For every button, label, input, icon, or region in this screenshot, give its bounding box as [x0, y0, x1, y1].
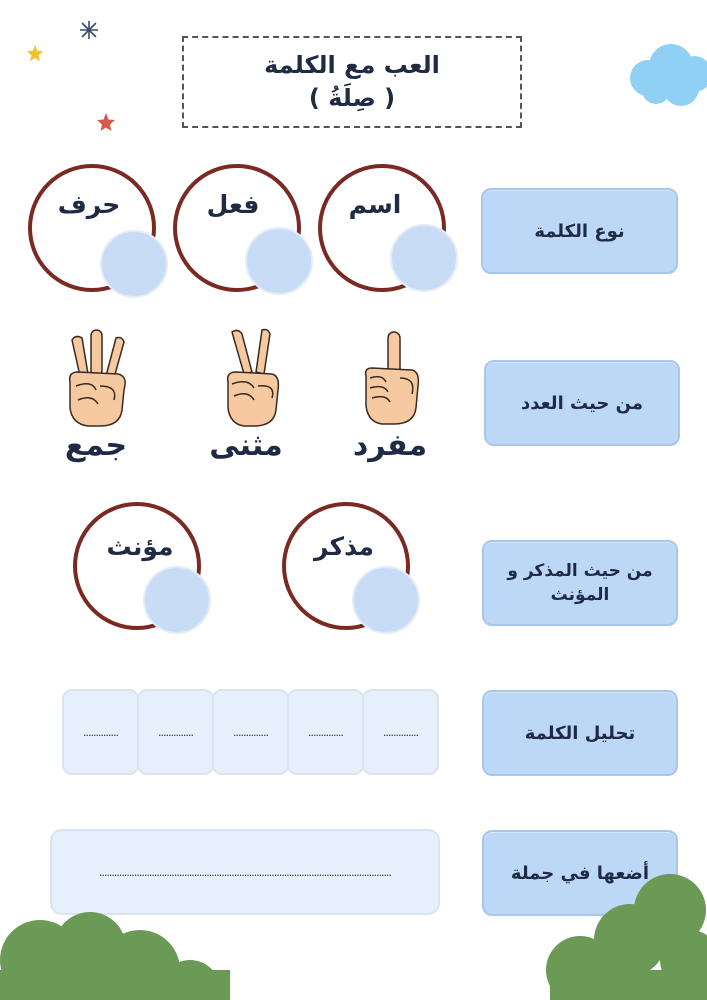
- analysis-letter-field[interactable]: ..............: [212, 689, 289, 775]
- title-box: [182, 36, 522, 128]
- star-icon: [79, 20, 99, 40]
- label-number-text: من حيث العدد: [521, 392, 643, 414]
- option-singular-label[interactable]: مفرد: [352, 428, 428, 463]
- label-analysis: [482, 690, 678, 776]
- option-noun-label: اسم: [348, 190, 402, 219]
- cloud-icon: [626, 40, 707, 110]
- analysis-letter-field[interactable]: ..............: [62, 689, 139, 775]
- option-particle-checkbox[interactable]: [100, 230, 168, 298]
- option-plural-label[interactable]: جمع: [64, 428, 128, 463]
- option-masculine-label: مذكر: [313, 532, 374, 561]
- label-gender-text: من حيث المذكر و المؤنث: [507, 561, 653, 605]
- option-feminine-label: مؤنث: [106, 532, 174, 561]
- label-number: [484, 360, 680, 446]
- option-dual-label[interactable]: مثنى: [209, 428, 283, 463]
- page-title: العب مع الكلمة: [264, 51, 440, 79]
- hill-icon: [520, 870, 707, 1000]
- star-icon: [96, 112, 116, 132]
- label-sentence-text: أضعها في جملة: [510, 862, 650, 884]
- option-feminine-checkbox[interactable]: [143, 566, 211, 634]
- label-gender: [482, 540, 678, 626]
- star-icon: [26, 44, 44, 62]
- option-particle-label: حرف: [57, 190, 121, 219]
- label-word-type: [481, 188, 678, 274]
- option-verb-label: فعل: [206, 190, 260, 219]
- hand-one-finger-icon[interactable]: [356, 328, 426, 428]
- label-analysis-text: تحليل الكلمة: [524, 722, 636, 744]
- option-noun-checkbox[interactable]: [390, 224, 458, 292]
- sentence-field[interactable]: .....................................................................................................................: [50, 829, 440, 915]
- analysis-letter-field[interactable]: ..............: [362, 689, 439, 775]
- analysis-letter-field[interactable]: ..............: [137, 689, 214, 775]
- hand-three-fingers-icon[interactable]: [62, 328, 134, 430]
- analysis-letter-field[interactable]: ..............: [287, 689, 364, 775]
- label-word-type-text: نوع الكلمة: [534, 220, 625, 242]
- option-masculine-checkbox[interactable]: [352, 566, 420, 634]
- option-verb-checkbox[interactable]: [245, 227, 313, 295]
- hill-icon: [0, 900, 230, 1000]
- hand-two-fingers-icon[interactable]: [218, 326, 288, 430]
- target-word: ( صِلَةُ ): [308, 84, 396, 112]
